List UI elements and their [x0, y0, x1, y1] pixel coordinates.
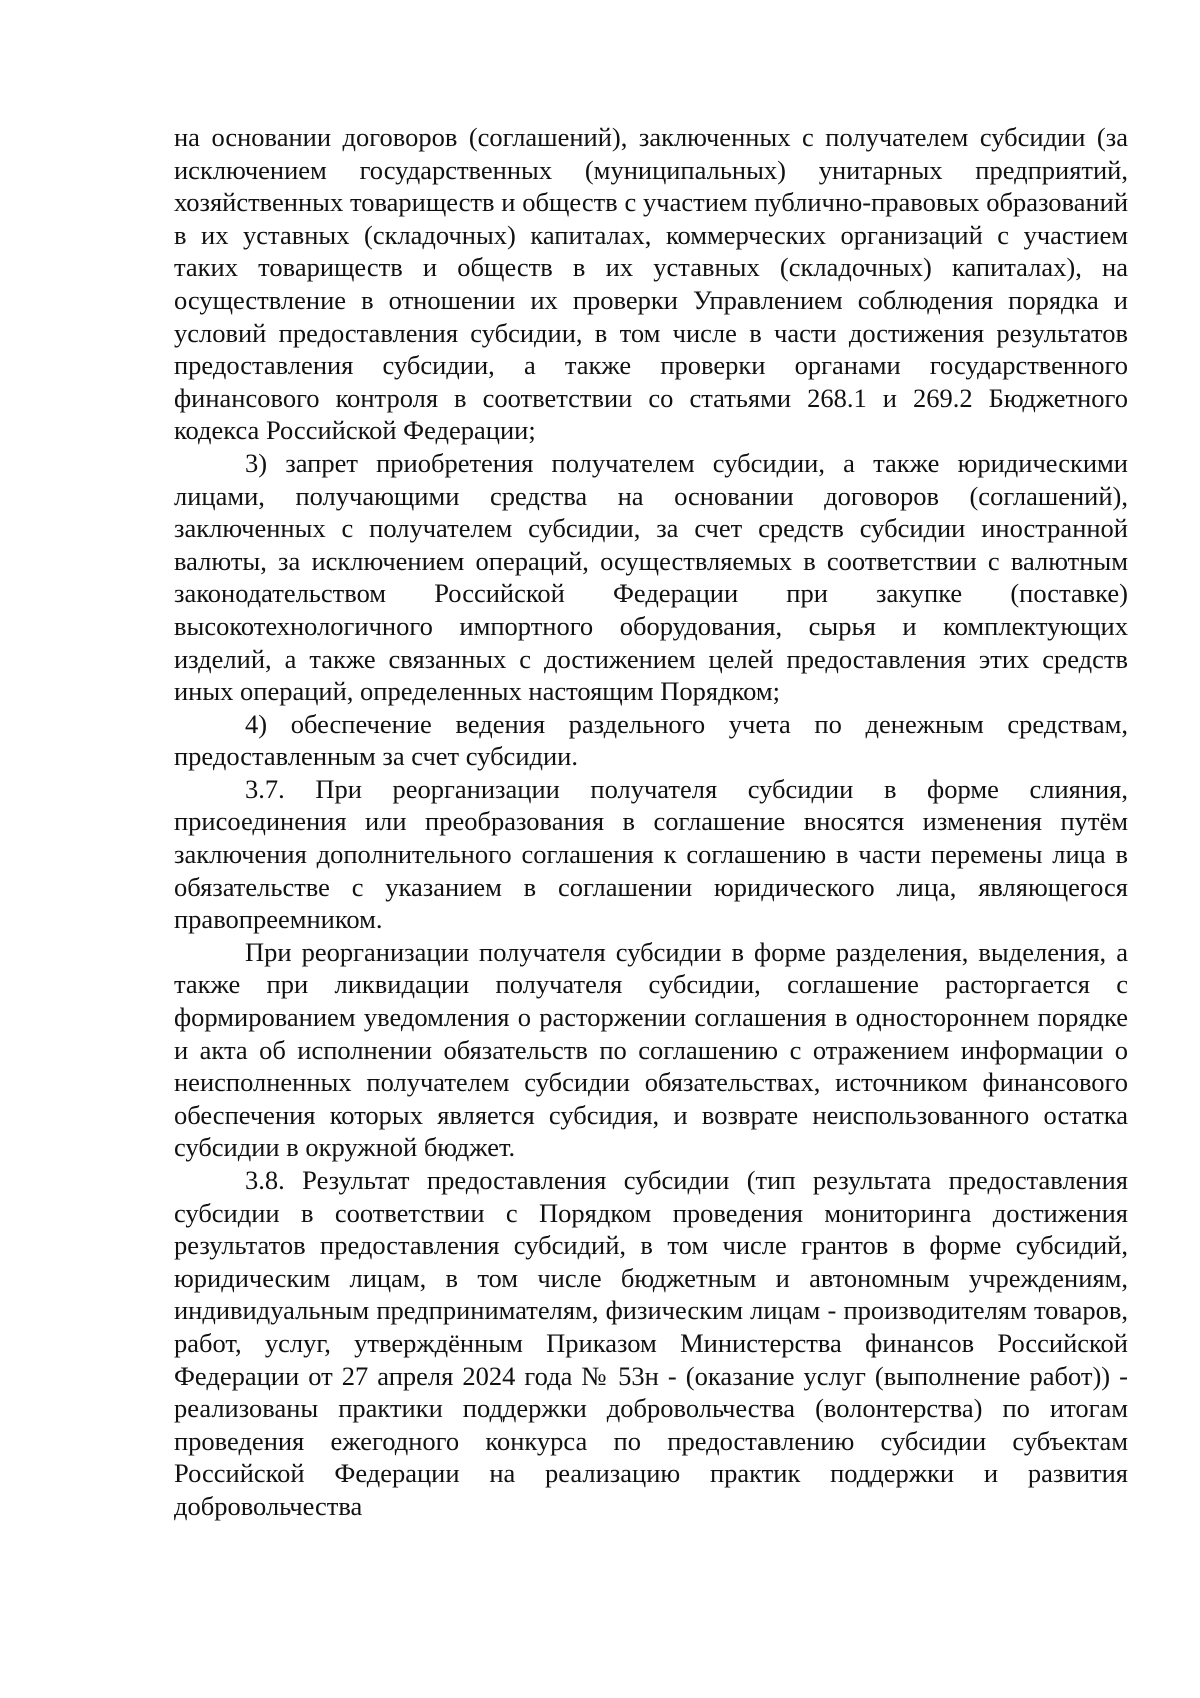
paragraph-continuation: на основании договоров (соглашений), заключенных с получателем субсидии (за исключением государственных (муниципальных) унитарных предприятий, хозяйственных товариществ и обществ с участием публично-правовых образований в их уставных (складочных) капиталах, коммерческих организаций с участием таких товариществ и обществ в их уставных (складочных) капиталах), на осуществление в отношении их проверки Управлением соблюдения порядка и условий предоставления субсидии, в том числе в части достижения результатов предоставления субсидии, а также проверки органами государственного финансового контроля в соответствии со статьями 268.1 и 269.2 Бюджетного кодекса Российской Федерации; [174, 122, 1128, 446]
paragraph-reorganization: При реорганизации получателя субсидии в форме разделения, выделения, а также при ликвидации получателя субсидии, соглашение расторгается с формированием уведомления о расторжении соглашения в одностороннем порядке и акта об исполнении обязательств по соглашению с отражением информации о неисполненных получателем субсидии обязательствах, источником финансового обеспечения которых является субсидия, и возврате неиспользованного остатка субсидии в окружной бюджет. [174, 936, 1128, 1163]
paragraph-3-8: 3.8. Результат предоставления субсидии (тип результата предоставления субсидии в соответствии с Порядком проведения мониторинга достижения результатов предоставления субсидий, в том числе грантов в форме субсидий, юридическим лицам, в том числе бюджетным и автономным учреждениям, индивидуальным предпринимателям, физическим лицам - производителям товаров, работ, услуг, утверждённым Приказом Министерства финансов Российской Федерации от 27 апреля 2024 года № 53н - (оказание услуг (выполнение работ)) - реализованы практики поддержки добровольчества (волонтерства) по итогам проведения ежегодного конкурса по предоставлению субсидии субъектам Российской Федерации на реализацию практик поддержки и развития добровольчества [174, 1165, 1128, 1521]
paragraph-3-7: 3.7. При реорганизации получателя субсидии в форме слияния, присоединения или преобразования в соглашение вносятся изменения путём заключения дополнительного соглашения к соглашению в части перемены лица в обязательстве с указанием в соглашении юридического лица, являющегося правопреемником. [174, 773, 1128, 935]
paragraph-item-4: 4) обеспечение ведения раздельного учета по денежным средствам, предоставленным за счет субсидии. [174, 708, 1128, 772]
document-body [174, 121, 1128, 1523]
paragraph-item-3: 3) запрет приобретения получателем субсидии, а также юридическими лицами, получающими средства на основании договоров (соглашений), заключенных с получателем субсидии, за счет средств субсидии иностранной валюты, за исключением операций, осуществляемых в соответствии с валютным законодательством Российской Федерации при закупке (поставке) высокотехнологичного импортного оборудования, сырья и комплектующих изделий, а также связанных с достижением целей предоставления этих средств иных операций, определенных настоящим Порядком; [174, 447, 1128, 707]
